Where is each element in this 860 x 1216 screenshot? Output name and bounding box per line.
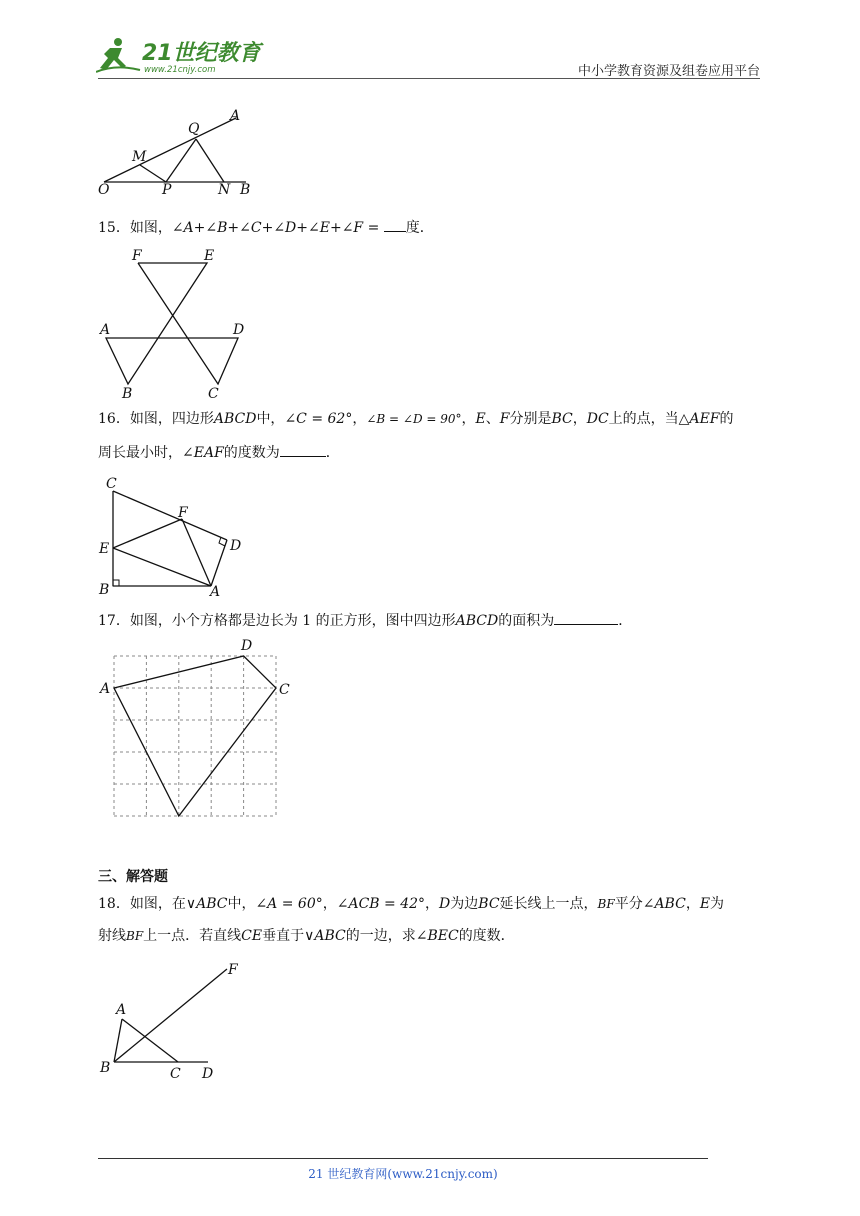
figure-q16 — [96, 474, 256, 600]
q16-text: 的 — [719, 411, 734, 427]
q18-bec: BEC — [427, 928, 459, 944]
label-F: F — [132, 248, 142, 264]
q16-text: 周长最小时，∠ — [98, 445, 194, 461]
question-15 — [98, 217, 434, 239]
logo-text: 21世纪教育 — [142, 41, 261, 66]
label-F: F — [228, 962, 238, 978]
figure-q14 — [96, 108, 266, 198]
q18-text: 平分∠ — [614, 896, 655, 912]
q18-text: 垂直于∨ — [262, 928, 315, 944]
label-D: D — [241, 638, 253, 654]
q18-e: E — [699, 896, 711, 912]
q18-text: 的度数． — [458, 928, 515, 944]
q18-d: D — [439, 896, 451, 912]
q16-e: E — [475, 411, 486, 427]
q16-dc: DC — [586, 411, 609, 427]
question-17 — [98, 610, 632, 632]
label-P: P — [162, 182, 172, 198]
q15-number: 15． — [98, 220, 130, 236]
runner-icon — [96, 38, 140, 72]
q18-text: 射线 — [98, 928, 126, 944]
q15-formula: ∠A+∠B+∠C+∠D+∠E+∠F = — [171, 220, 380, 236]
q16-text: ． — [325, 445, 340, 461]
q18-bf: BF — [126, 929, 144, 943]
site-name: 中小学教育资源及组卷应用平台 — [577, 64, 760, 79]
q18-angle-a: ∠A = 60° — [255, 896, 323, 912]
q16-f: F — [499, 411, 510, 427]
q16-number: 16． — [98, 411, 130, 427]
q16-bc: BC — [551, 411, 573, 427]
q17-number: 17． — [98, 613, 130, 629]
label-Q: Q — [188, 121, 200, 137]
q18-text: 的一边，求∠ — [345, 928, 428, 944]
q18-abc: ABC — [196, 896, 228, 912]
label-C: C — [106, 476, 117, 492]
q18-text: 上一点．若直线 — [143, 928, 242, 944]
q16-text: 的度数为 — [223, 445, 280, 461]
figure-q17 — [96, 636, 296, 822]
q18-number: 18． — [98, 896, 130, 912]
q16-angle-bd: ∠B = ∠D = 90° — [366, 412, 462, 426]
label-B: B — [99, 582, 110, 598]
label-M: M — [132, 149, 147, 165]
q16-text: 中， — [256, 411, 285, 427]
label-D: D — [202, 1066, 214, 1082]
q16-text: 上的点，当△ — [608, 411, 690, 427]
q18-text: 如图，在∨ — [129, 896, 197, 912]
footer-divider — [98, 1158, 708, 1159]
q15-text: 如图， — [129, 220, 172, 236]
answer-blank — [384, 217, 406, 232]
q18-bc: BC — [478, 896, 500, 912]
q16-angle-c: ∠C = 62° — [284, 411, 353, 427]
label-N: N — [218, 182, 231, 198]
logo-url: www.21cnjy.com — [144, 65, 216, 75]
label-E: E — [204, 248, 215, 264]
q18-abc: ABC — [314, 928, 346, 944]
q18-angle-acb: ∠ACB = 42° — [336, 896, 426, 912]
q18-abc: ABC — [654, 896, 686, 912]
label-A: A — [100, 322, 111, 338]
label-A: A — [230, 108, 241, 124]
answer-blank — [280, 442, 326, 457]
site-logo — [96, 36, 266, 76]
section-title: 三、解答题 — [98, 869, 168, 885]
label-D: D — [230, 538, 242, 554]
label-B: B — [100, 1060, 111, 1076]
q16-abcd: ABCD — [213, 411, 257, 427]
q17-text: 的面积为 — [498, 613, 555, 629]
q16-text: ， — [572, 411, 587, 427]
q18-text: 中， — [227, 896, 256, 912]
label-C: C — [208, 386, 219, 402]
label-A: A — [100, 681, 111, 697]
q18-text: 为 — [710, 896, 725, 912]
q16-text: 如图，四边形 — [129, 411, 214, 427]
q16-text: ， — [352, 411, 367, 427]
q18-text: ， — [425, 896, 440, 912]
figure-q18 — [96, 958, 256, 1082]
q18-text: 为边 — [450, 896, 479, 912]
footer-text[interactable]: 21 世纪教育网(www.21cnjy.com) — [308, 1167, 498, 1181]
q17-text: 如图，小个方格都是边长为 1 的正方形，图中四边形 — [129, 613, 456, 629]
q16-text: 、 — [485, 411, 500, 427]
q16-text: 分别是 — [509, 411, 552, 427]
label-E: E — [99, 541, 110, 557]
q18-ce: CE — [241, 928, 263, 944]
label-A: A — [210, 584, 221, 600]
q16-eaf: EAF — [193, 445, 224, 461]
answer-blank — [554, 610, 618, 625]
question-16 — [98, 408, 766, 464]
label-F: F — [178, 505, 188, 521]
q16-text: ， — [461, 411, 476, 427]
q18-text: 延长线上一点， — [499, 896, 598, 912]
q18-bf: BF — [597, 897, 615, 911]
label-B: B — [122, 386, 133, 402]
label-B: B — [240, 182, 251, 198]
q18-text: ， — [685, 896, 700, 912]
label-C: C — [170, 1066, 181, 1082]
q17-text: ． — [618, 613, 633, 629]
label-A: A — [116, 1002, 127, 1018]
question-18 — [98, 893, 766, 947]
q17-abcd: ABCD — [455, 613, 499, 629]
q15-unit: 度． — [405, 220, 434, 236]
q18-text: ， — [322, 896, 337, 912]
header-divider — [98, 78, 760, 79]
figure-q15 — [96, 244, 256, 402]
label-D: D — [233, 322, 245, 338]
label-C: C — [279, 682, 290, 698]
label-O: O — [98, 182, 110, 198]
q16-aef: AEF — [689, 411, 720, 427]
